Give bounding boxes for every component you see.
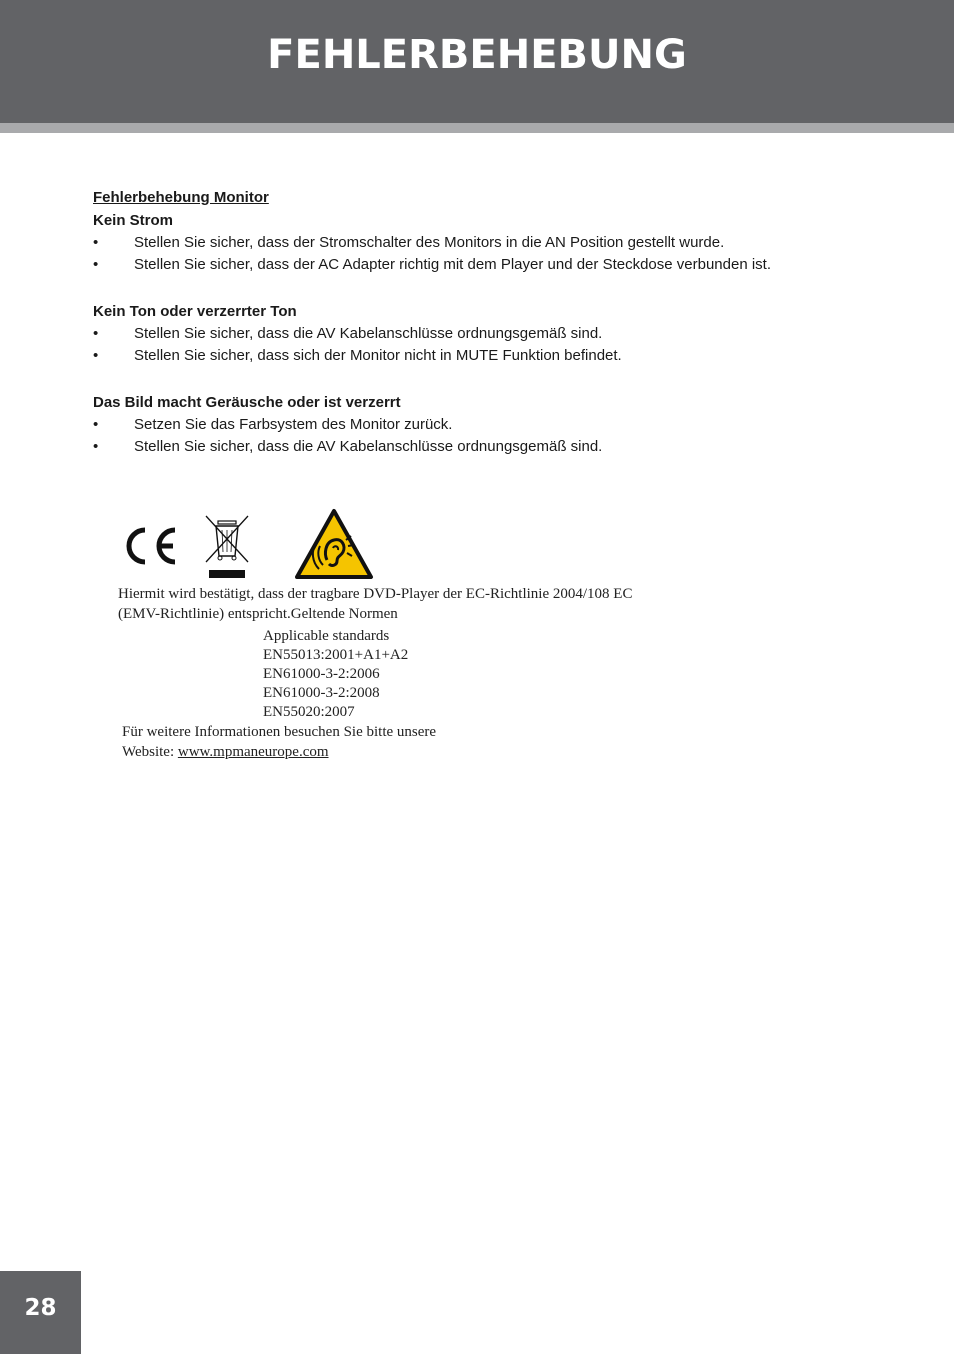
section-title: Fehlerbehebung Monitor — [93, 189, 269, 206]
section-heading-picture-noise: Das Bild macht Geräusche oder ist verzerrt — [93, 394, 401, 411]
section-heading-no-power: Kein Strom — [93, 212, 174, 229]
website-label: Website: — [122, 743, 175, 760]
applicable-standards — [263, 627, 408, 722]
list-item-text: Stellen Sie sicher, dass der AC Adapter richtig mit dem Player und der Steckdose verbunden ist. — [134, 256, 772, 273]
weee-crossed-bin-icon — [203, 512, 251, 580]
bullet: • — [93, 347, 99, 364]
declaration-line: (EMV-Richtlinie) entspricht.Geltende Normen — [118, 606, 398, 622]
troubleshooting-content — [93, 186, 893, 458]
ce-mark-icon — [121, 526, 179, 566]
bullet: • — [93, 325, 99, 342]
list-item-text: Stellen Sie sicher, dass die AV Kabelanschlüsse ordnungsgemäß sind. — [134, 325, 603, 342]
bullet: • — [93, 234, 99, 251]
conformity-declaration — [118, 584, 718, 624]
list-item-text: Setzen Sie das Farbsystem des Monitor zurück. — [134, 416, 453, 433]
compliance-icons — [118, 508, 388, 580]
standard-item: EN55020:2007 — [263, 704, 355, 720]
list-item — [93, 436, 893, 458]
standard-item: EN61000-3-2:2008 — [263, 685, 380, 701]
standards-heading: Applicable standards — [263, 628, 390, 644]
bullet: • — [93, 416, 99, 433]
more-info — [122, 723, 436, 762]
list-item-text: Stellen Sie sicher, dass der Stromschalter des Monitors in die AN Position gestellt wurde. — [134, 234, 725, 251]
hearing-warning-icon — [294, 508, 374, 580]
list-item-text: Stellen Sie sicher, dass die AV Kabelanschlüsse ordnungsgemäß sind. — [134, 438, 603, 455]
page-title: FEHLERBEHEBUNG — [267, 32, 687, 78]
page-header — [0, 0, 954, 123]
website-line — [122, 743, 436, 763]
declaration-line: Hiermit wird bestätigt, dass der tragbare DVD-Player der EC-Richtlinie 2004/108 EC — [118, 586, 633, 602]
section-heading-no-sound: Kein Ton oder verzerrter Ton — [93, 303, 297, 320]
header-stripe — [0, 123, 954, 133]
list-item-text: Stellen Sie sicher, dass sich der Monitor nicht in MUTE Funktion befindet. — [134, 347, 622, 364]
list-item — [93, 254, 893, 276]
list-item — [93, 323, 893, 345]
list-item — [93, 232, 893, 254]
more-info-text: Für weitere Informationen besuchen Sie bitte unsere — [122, 724, 437, 740]
bullet: • — [93, 438, 99, 455]
list-item — [93, 345, 893, 367]
bullet: • — [93, 256, 99, 273]
website-link[interactable]: www.mpmaneurope.com — [177, 743, 329, 760]
standard-item: EN61000-3-2:2006 — [263, 666, 380, 682]
standard-item: EN55013:2001+A1+A2 — [263, 647, 409, 663]
list-item — [93, 414, 893, 436]
page-number-box — [0, 1271, 81, 1354]
page-number: 28 — [24, 1295, 57, 1321]
